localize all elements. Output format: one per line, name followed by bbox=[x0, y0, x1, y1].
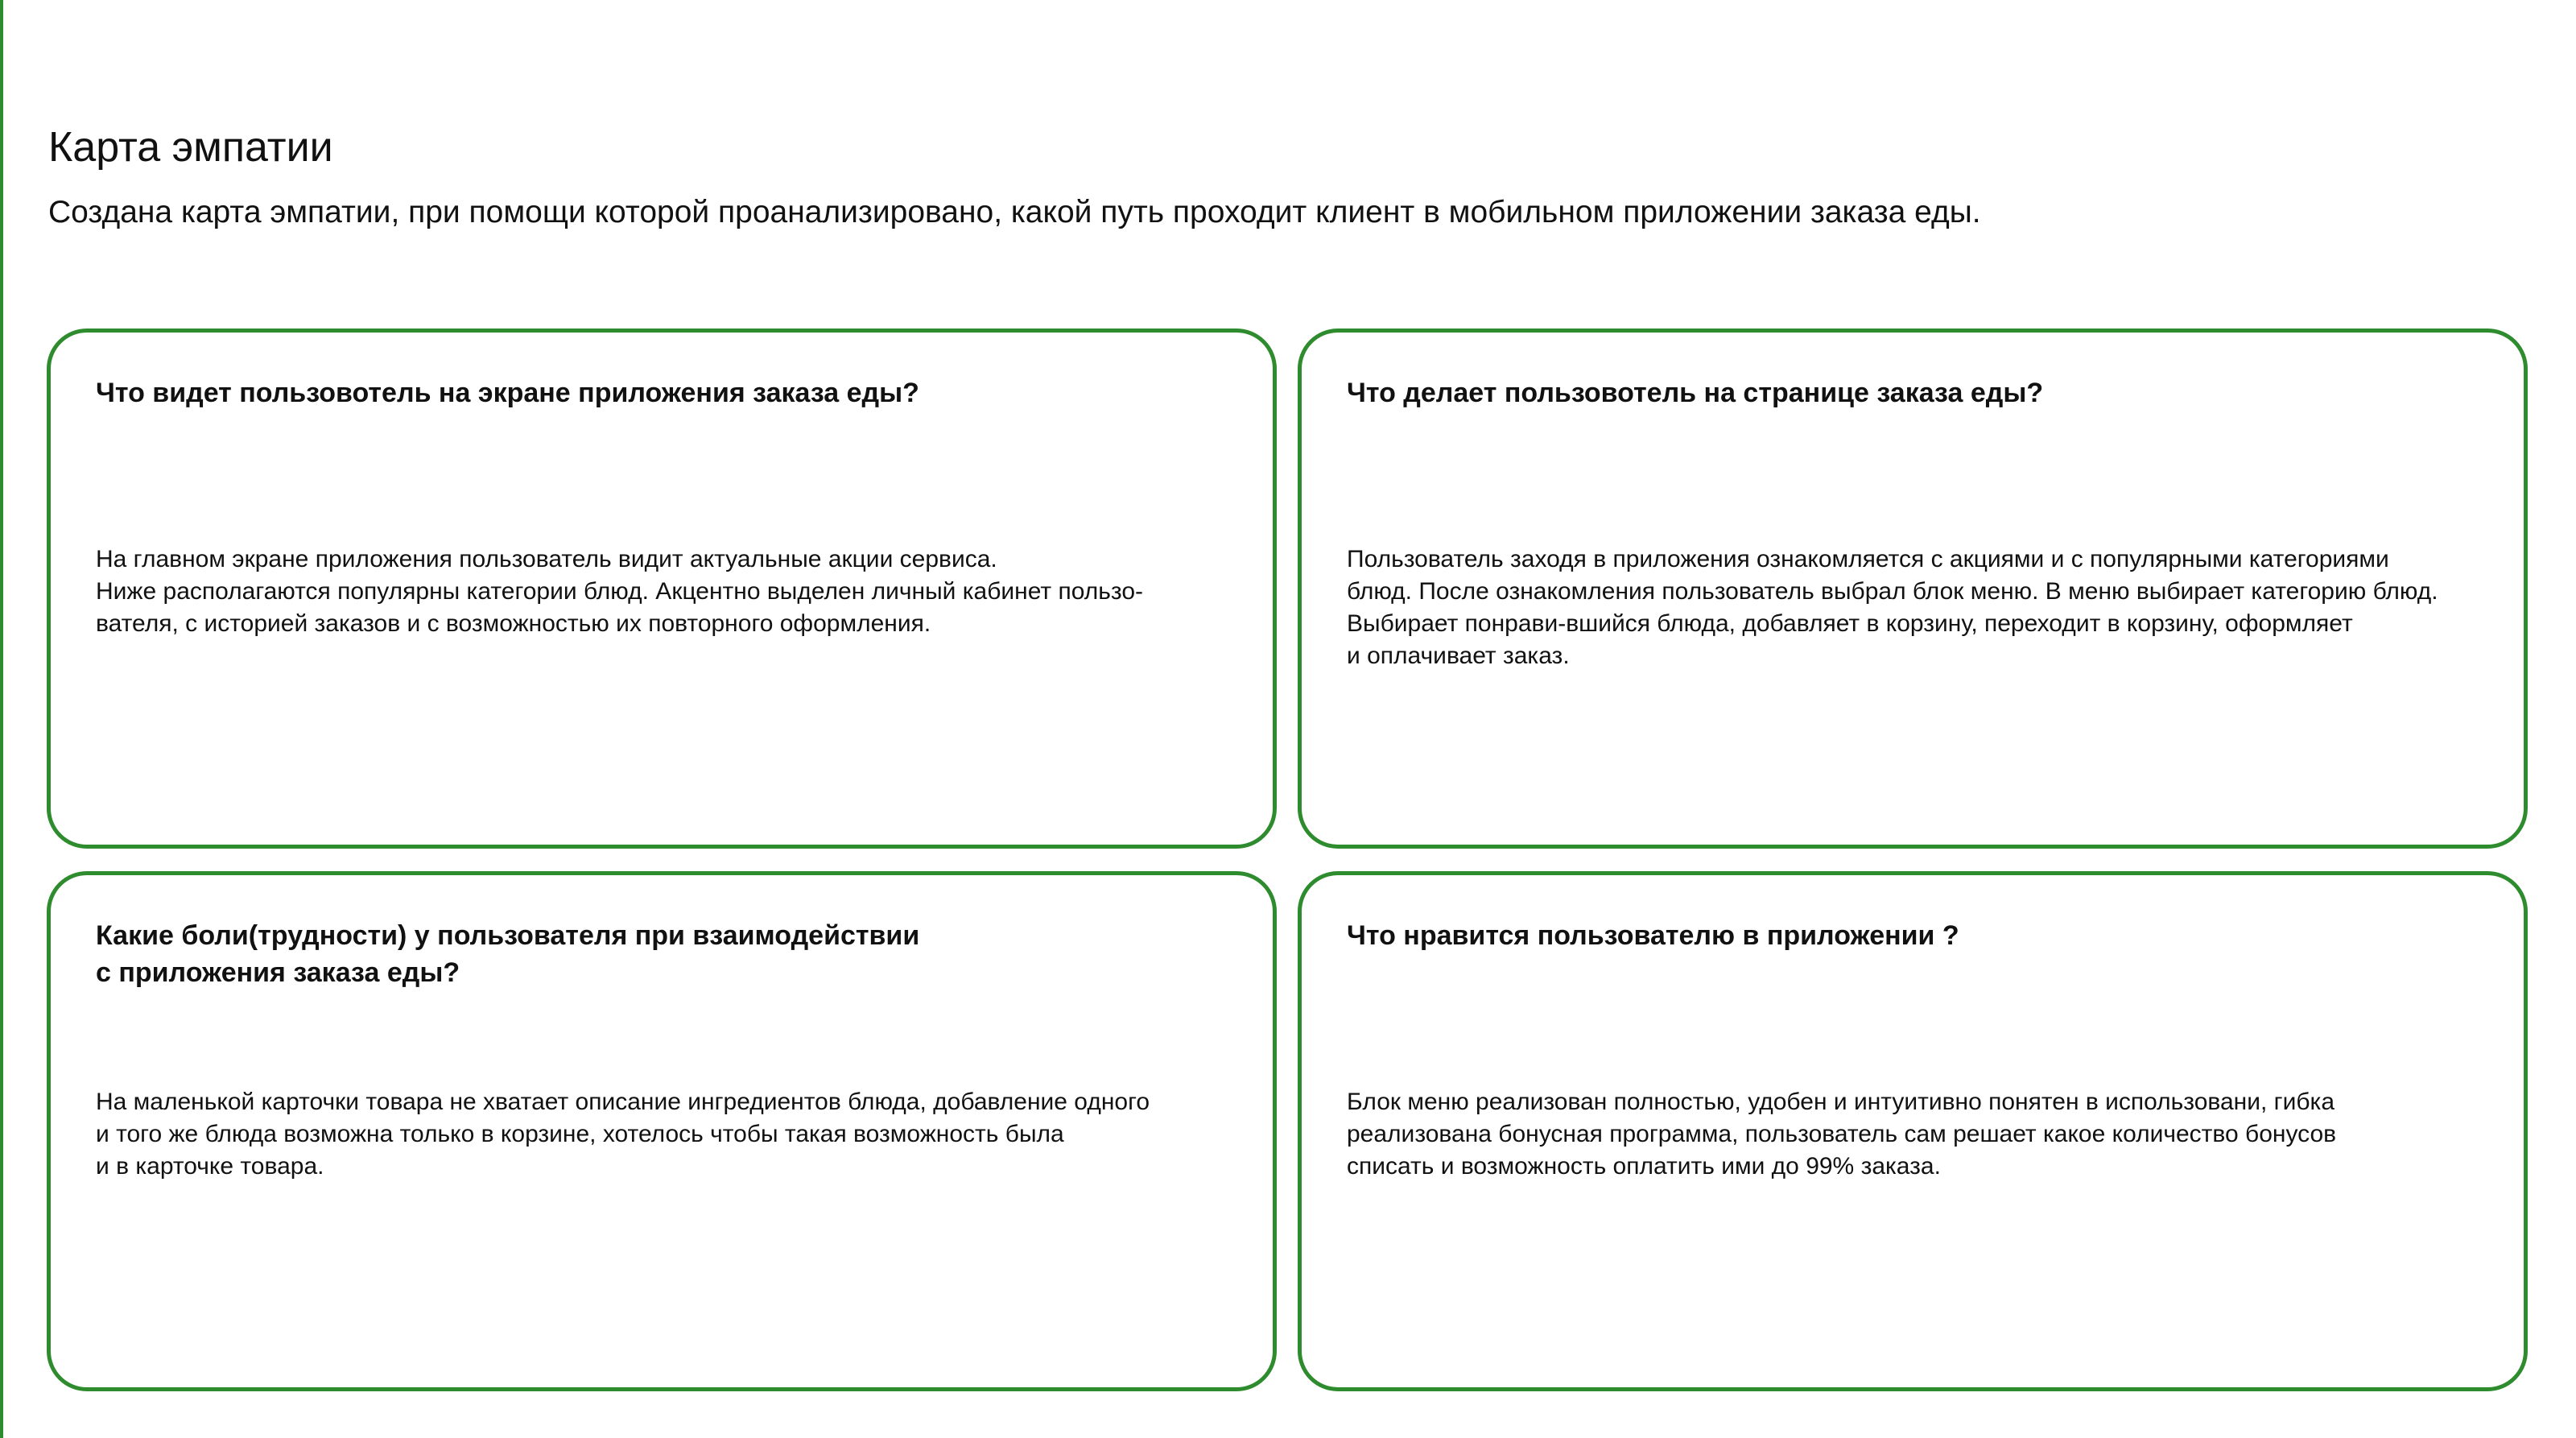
card-body-line: и оплачивает заказ. bbox=[1347, 643, 1570, 669]
card-body bbox=[1347, 1086, 2491, 1183]
card-body-line: реализована бонусная программа, пользователь сам решает какое количество бонусов bbox=[1347, 1121, 2337, 1147]
card-body bbox=[96, 543, 1241, 640]
card-title-line: Какие боли(трудности) у пользователя при взаимодействии bbox=[96, 920, 920, 951]
card-body-line: Ниже располагаются популярны категории блюд. Акцентно выделен личный кабинет пользо- bbox=[96, 578, 1144, 605]
card-title-line: с приложения заказа еды? bbox=[96, 957, 460, 988]
card-title bbox=[1347, 374, 2479, 411]
card-title-line: Что делает пользовотель на странице заказа еды? bbox=[1347, 378, 2044, 408]
card-body-line: Выбирает понрави-вшийся блюда, добавляет в корзину, переходит в корзину, оформляет bbox=[1347, 610, 2353, 637]
card-body bbox=[96, 1086, 1241, 1183]
page-subtitle: Создана карта эмпатии, при помощи которой проанализировано, какой путь проходит клиент в мобильном приложении заказа еды. bbox=[48, 195, 1981, 229]
card-title-line: Что видет пользовотель на экране приложения заказа еды? bbox=[96, 378, 919, 408]
card-body bbox=[1347, 543, 2491, 672]
left-accent-border bbox=[0, 0, 3, 1438]
page-title: Карта эмпатии bbox=[48, 124, 333, 171]
card-body-line: и того же блюда возможна только в корзине, хотелось чтобы такая возможность была bbox=[96, 1121, 1064, 1147]
card-title bbox=[96, 917, 1228, 991]
card-body-line: Блок меню реализован полностью, удобен и интуитивно понятен в использовани, гибка bbox=[1347, 1089, 2335, 1115]
card-body-line: Пользователь заходя в приложения ознакомляется с акциями и с популярными категориями bbox=[1347, 546, 2389, 572]
card-body-line: вателя, с историей заказов и с возможностью их повторного оформления. bbox=[96, 610, 931, 637]
card-user-pains bbox=[47, 871, 1277, 1391]
card-what-user-likes bbox=[1298, 871, 2528, 1391]
card-body-line: блюд. После ознакомления пользователь выбрал блок меню. В меню выбирает категорию блюд. bbox=[1347, 578, 2438, 605]
card-body-line: На главном экране приложения пользователь видит актуальные акции сервиса. bbox=[96, 546, 997, 572]
card-body-line: и в карточке товара. bbox=[96, 1153, 324, 1180]
card-what-user-does bbox=[1298, 329, 2528, 849]
card-title bbox=[96, 374, 1228, 411]
card-body-line: списать и возможность оплатить ими до 99% заказа. bbox=[1347, 1153, 1941, 1180]
card-body-line: На маленькой карточки товара не хватает описание ингредиентов блюда, добавление одного bbox=[96, 1089, 1150, 1115]
card-title bbox=[1347, 917, 2479, 954]
card-title-line: Что нравится пользователю в приложении ? bbox=[1347, 920, 1959, 951]
card-what-user-sees bbox=[47, 329, 1277, 849]
